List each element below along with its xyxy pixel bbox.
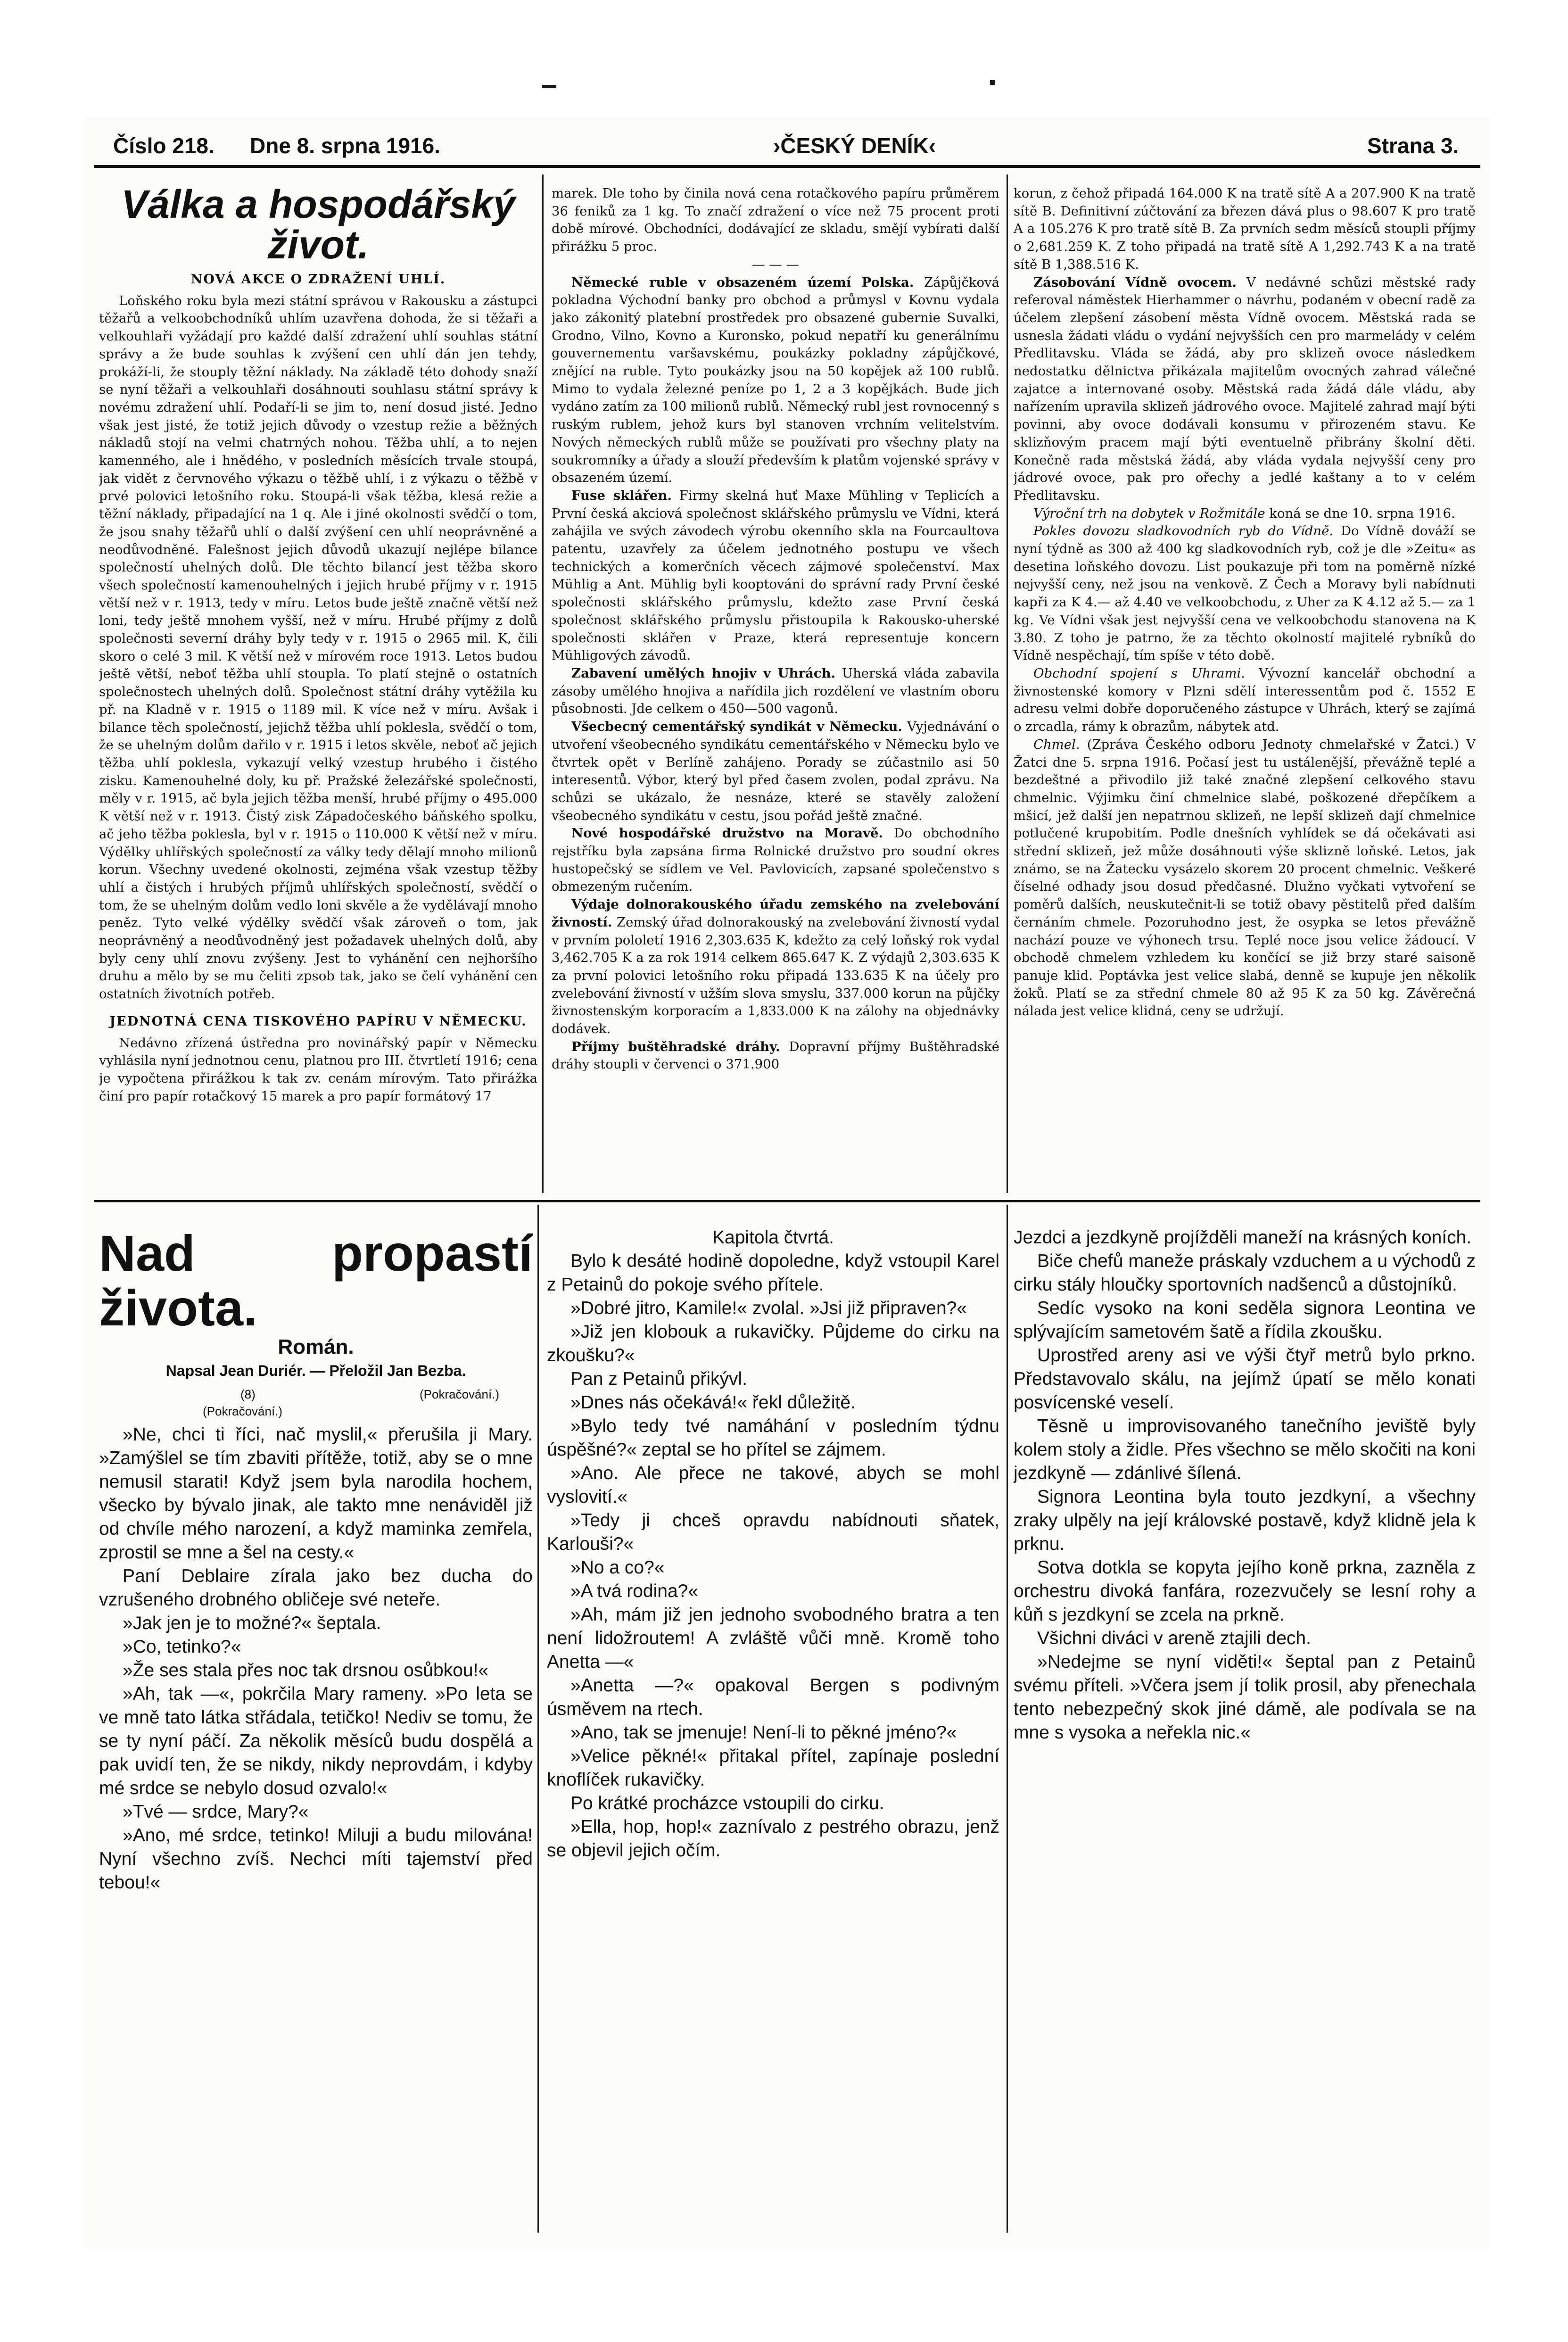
- novel-paragraph: »Ne, chci ti říci, nač myslil,« přerušila ji Mary. »Zamýšlel se tím zbaviti přítěže, totiž, aby se o mne nemusil starati! Když jsem byla narodila hochem, všecko by bývalo jinak, ale takto mne nenáviděl již od chvíle mého narození, a když maminka zemřela, zprostil se mne a šel na cesty.«: [99, 1424, 533, 1563]
- novel-paragraph: »No a co?«: [570, 1557, 665, 1578]
- news-heading: Všecbecný cementářský syndikát v Německu.: [571, 719, 902, 735]
- news-text: Uherská vláda zabavila zásoby umělého hnojiva a nařídila jich rozdělení ve vlastním oboru působnosti. Jde celkem o 450—500 vagonů.: [552, 665, 999, 717]
- novel-paragraph: »A tvá rodina?«: [570, 1581, 699, 1601]
- article-column-3: [1014, 185, 1476, 1288]
- section-heading: NOVÁ AKCE O ZDRAŽENÍ UHLÍ.: [190, 272, 446, 287]
- news-text: Dopravní příjmy Buštěhradské dráhy stoupli v červenci o 371.900: [552, 1039, 999, 1072]
- news-text: Vyjednávání o utvoření všeobecného syndikátu cementářského v Německu bylo ve čtvrtek opět v Berlíně zahájeno. Porady se zúčastnilo asi 50 interesentů. Výbor, který byl před časem zvolen, podal zprávu. Na schůzi se ukázalo, že nesnáze, které se stavěly založení všeobecného syndikátu v cestu, jsou pořád ještě značné.: [552, 719, 999, 823]
- news-heading: Výdaje dolnorakouského úřadu zemského na zvelebování živností.: [552, 897, 999, 930]
- news-heading: Obchodní spojení s Uhrami.: [1033, 665, 1246, 681]
- novel-column-2: [547, 1226, 999, 2230]
- novel-paragraph: Jezdci a jezdkyně projížděli maneží na krásných koních.: [1014, 1227, 1472, 1248]
- novel-paragraph: »Již jen klobouk a rukavičky. Půjdeme do cirku na zkoušku?«: [547, 1322, 999, 1365]
- novel-paragraph: Po krátké procházce vstoupili do cirku.: [570, 1793, 884, 1813]
- novel-paragraph: »Ano, mé srdce, tetinko! Miluji a budu milována! Nyní všechno zvíš. Nechci míti tajemství před tebou!«: [99, 1825, 533, 1893]
- news-heading: Pokles dovozu sladkovodních ryb do Vídně.: [1033, 523, 1334, 539]
- news-text: V nedávné schůzi městské rady referoval náměstek Hierhammer o návrhu, podaném v obecní radě za účelem zlepšení zásobení města Vídně ovocem. Městská rada se usnesla žádati vládu o vydání nejvyšších cen pro marmelády v celém Předlitavsku. Vláda se žádá, aby pro sklizeň ovoce následkem nedostatku dělnictva přikázala majitelům ovocných zahrad válečné zajatce a internované osoby. Městská rada žádá dále vládu, aby nařízením upravila sklizeň jádrového ovoce. Majitelé zahrad mají býti povinni, aby ovoce dodávali konsumu v přirozeném stavu. Ke sklizňovým pracem mají býti eventuelně přibrány školní děti. Konečně rada městská žádá, aby vláda vydala nejvyšší ceny pro jádrové ovoce, pak pro ořechy a jedlé kaštany a to v celém Předlitavsku.: [1014, 274, 1476, 503]
- news-heading: Německé ruble v obsazeném území Polska.: [571, 274, 914, 290]
- news-text: Do obchodního rejstříku byla zapsána firma Rolnické družstvo pro soudní okres hustopečský se sídlem ve Vel. Pavlovicích, zapsané společenstvo s obmezeným ručením.: [552, 826, 999, 894]
- novel-paragraph: »Ella, hop, hop!« zaznívalo z pestrého obrazu, jenž se objevil jejich očím.: [547, 1817, 999, 1861]
- news-heading: Chmel.: [1033, 737, 1080, 752]
- novel-paragraph: »Co, tetinko?«: [123, 1637, 241, 1657]
- novel-title: Nad propastí života.: [99, 1226, 533, 1336]
- news-text: Zápůjčková pokladna Východní banky pro obchod a průmysl v Kovnu vydala jako zákonitý platební prostředek pro obsazené gubernie Suvalki, Grodno, Vilno, Kovno a Kuronsko, pokud nepatří ku generálnímu gouvernementu varšavskému, poukázky pokladny zápůjčkové, znějící na ruble. Tyto poukázky jsou na 50 kopějek až 100 rublů. Mimo to vydala železné peníze po 1, 2 a 3 kopějkách. Bude jich vydáno zatím za 100 milionů rublů. Německý rubl jest rovnocenný s ruským rublem, jehož kurs byl stanoven vrchním velitelstvím. Nových německých rublů může se používati pro všechny platy na soukromníky a úřady a slouží především k platům vojenské správy v obsazeném území.: [552, 274, 999, 486]
- novel-paragraph: »Ano, tak se jmenuje! Není-li to pěkné jméno?«: [570, 1722, 957, 1743]
- novel-paragraph: »Dnes nás očekává!« řekl důležitě.: [570, 1392, 856, 1413]
- continued-note: (Pokračování.): [203, 1404, 283, 1418]
- novel-paragraph: Uprostřed areny asi ve výši čtyř metrů bylo prkno. Představovalo skálu, na jejímž úpatí se mělo konati posvícenské veselí.: [1014, 1345, 1476, 1413]
- separator: — — —: [752, 257, 799, 272]
- novel-paragraph: Sotva dotkla se kopyta jejího koně prkna, zazněla z orchestru divoká fanfára, rozezvučely se lesní rohy a kůň s jezdkyní se zcela na prkně.: [1014, 1557, 1476, 1625]
- news-heading: Zabavení umělých hnojiv v Uhrách.: [571, 665, 836, 681]
- news-heading: Výroční trh na dobytek v Rožmitále: [1033, 505, 1265, 521]
- novel-paragraph: »Ah, tak —«, pokrčila Mary rameny. »Po leta se ve mně tato látka střádala, tetičko! Nediv se tomu, že se ty nyní páčí. Za několik měsíců budu dospělá a pak uvidí ten, že se nikdy, nikdy neprovdám, i kdyby mé srdce se nebylo dosud ozvalo!«: [99, 1684, 533, 1798]
- novel-paragraph: »Tedy ji chceš opravdu nabídnouti sňatek, Karlouši?«: [547, 1510, 999, 1554]
- novel-paragraph: Těsně u improvisovaného tanečního jeviště byly kolem stoly a židle. Přes všechno se mělo skočiti na koni jezdkyně — zdánlivé šílená.: [1014, 1416, 1476, 1483]
- column-rule: [537, 1205, 539, 2233]
- issue-number: Číslo 218.: [113, 133, 215, 158]
- news-text: Do Vídně dováží se nyní týdně as 300 až 400 kg sladkovodních ryb, což je dle »Zeitu« as desetina loňského dovozu. List poukazuje při tom na poměrně nízké nejvyšší ceny, než jsou na venkově. Z Čech a Moravy byli nabídnuti kapři za K 4.— až 4.40 ve velkoobchodu, z Uher za K 4.12 až 5.— za 1 kg. Ve Vídni však jest nejvyšší cena ve velkoobchodu stanovena na K 3.80. Z toho je patrno, že za těchto okolností majitelé rybníků do Vídně nespěchají, tím spíše v této době.: [1014, 523, 1476, 663]
- news-heading: Zásobování Vídně ovocem.: [1033, 274, 1237, 290]
- chapter-heading: Kapitola čtvrtá.: [712, 1227, 834, 1248]
- article-column-1: [99, 184, 537, 1287]
- novel-paragraph: »Bylo tedy tvé namáhání v posledním týdnu úspěšné?« zeptal se ho přítel se zájmem.: [547, 1416, 999, 1460]
- news-text: Vývozní kancelář obchodní a živnostenské komory v Plzni sdělí interessentům pod č. 1552 E adresu velmi dobře doporučeného zástupce v Uhrách, který se zajímá o zrcadla, rámy k obrazům, nábytek atd.: [1014, 665, 1476, 735]
- news-text: Firmy skelná huť Maxe Mühling v Teplicích a První česká akciová společnost sklářského průmyslu ve Vídni, která zahájila ve svých závodech výrobu okenního skla na Fourcaultova patentu, uzavřely za účelem jednotného postupu ve všech technických a komerčních věcech zájmové společenství. Max Mühlig a Ant. Mühlig byli kooptováni do správní rady První české společnosti sklářského průmyslu, kdežto zase První česká společnost sklářského průmyslu přistoupila k Rakousko-uherské společnosti sklářen v Praze, která representuje koncern Mühligových závodů.: [552, 488, 999, 663]
- article-paragraph: marek. Dle toho by činila nová cena rotačkového papíru průměrem 36 feniků za 1 kg. To značí zdražení o více než 75 procent proti době mírové. Obchodníci, dodávající ze skladu, smějí vybírati další přirážku 5 proc.: [552, 186, 999, 255]
- news-heading: Příjmy buštěhradské dráhy.: [571, 1039, 780, 1054]
- novel-paragraph: »Velice pěkné!« přitakal přítel, zapínaje poslední knoflíček rukavičky.: [547, 1746, 999, 1790]
- novel-genre: Román.: [278, 1335, 354, 1358]
- column-rule: [1007, 1205, 1008, 2233]
- section-heading: JEDNOTNÁ CENA TISKOVÉHO PAPÍRU V NĚMECKU.: [109, 1014, 527, 1029]
- page-number: Strana 3.: [1367, 133, 1459, 158]
- article-paragraph: Loňského roku byla mezi státní správou v Rakousku a zástupci těžařů a velkoobchodníků uhlím uzavřena dohoda, že si těžaři a velkouhlaři vyžádají pro každé další zdražení uhlí souhlas státní správy a že bude souhlas k zvýšení cen uhlí dán jen tehdy, prokáží-li, že stouply těžní náklady. Na základě této dohody snaží se nyní těžaři a velkouhlaři dosáhnouti souhlasu státní správy k novému zdražení uhlí. Podaří-li se jim to, není dosud jisté. Jedno však jest jisté, že totiž jejich důvody o vzestup režie a běžných nákladů stojí na velmi chatrných nohou. Těžba uhlí, a to nejen kamenného, ale i hnědého, v posledních měsících trvale stoupá, jak vidět z červnového výkazu o těžbě uhlí, i z výkazu o těžbě v prvé polovici letošního roku. Stoupá-li však těžba, klesá režie a těžní náklady, připadající na 1 q. Ale i jiné okolnosti svědčí o tom, že jsou snahy těžařů uhlí o další zvýšení cen uhlí neoprávněné a neodůvodněné. Falešnost jejich důvodů ukazují nejlépe bilance společností uhelných dolů. Dle těchto bilancí jest těžba skoro všech společností kamenouhelných i jejich hrubé příjmy v r. 1915 větší než v r. 1913, tedy v míru. Letos bude ještě značně větší než loni, tedy ještě mnohem vyšší, než v míru. Hrubé příjmy z dolů společnosti severní dráhy byly tedy v r. 1915 o 2965 mil. K, čili skoro o celé 3 mil. K větší než v mírovém roce 1913. Letos budou ještě větší, neboť těžba uhlí stoupla. To platí stejně o ostatních společnostech uhelných dolů. Společnost státní dráhy vytěžila ku př. na Kladně v r. 1915 o 1189 mil. K více než v míru. Avšak i bilance těch společností, jejichž těžba uhlí poklesla, svědčí o tom, že se uhelným dolům dařilo v r. 1915 i letos skvěle, neboť ač jejich těžba uhlí poklesla, vykazují velký vzestup hrubého i čistého zisku. Kamenouhelné doly, ku př. Pražské železářské společnosti, měly v r. 1915, ač byla jejich těžba menší, hrubé příjmy o 495.000 K větší než v r. 1913. Čistý zisk Západočeského báňského spolku, ač jeho těžba poklesla, byl v r. 1915 o 110.000 K větší než v míru. Výdělky uhlířských společností za války tedy dělají mnoho milionů korun. Všechny uvedené okolnosti, zejména však vzestup těžby uhlí a čistých i hrubých příjmů uhlířských společností, svědčí o tom, že se uhelným dolům vedlo loni skvěle a že vydělávají mnoho peněz. Tyto velké výdělky svědčí však zároveň o tom, jak neoprávněný a neodůvodněný jest požadavek uhelných dolů, aby byly ceny uhlí znovu zvýšeny. Jest to vyhánění cen nejhoršího druhu a mělo by se mu čeliti zpsob tak, jako se čelí vyhánění cen ostatních životních potřeb.: [99, 293, 537, 1002]
- novel-paragraph: »Ah, mám již jen jednoho svobodného bratra a ten není lidožroutem! A zvláště vůči mně. Kromě toho Anetta —«: [547, 1605, 999, 1672]
- news-heading: Fuse sklářen.: [571, 488, 672, 503]
- article-column-2: [552, 185, 999, 1288]
- newspaper-name: ›ČESKÝ DENÍK‹: [773, 133, 936, 158]
- news-text: koná se dne 10. srpna 1916.: [1269, 505, 1455, 521]
- news-text: Zemský úřad dolnorakouský na zvelebování živností vydal v prvním pololetí 1916 2,303.635 K, kdežto za celý loňský rok vydal 3,462.705 K a za rok 1914 celkem 865.647 K. Z výdajů 2,303.635 K za první polovici letošního roku připadá 133.635 K na účely pro zvelebování živností v užším slova smyslu, 337.000 korun na půjčky živnostenským korporacím a 1,833.000 K na zálohy na objednávky dodávek.: [552, 914, 999, 1037]
- column-rule: [1007, 174, 1008, 1193]
- novel-authors: Napsal Jean Duriér. — Přeložil Jan Bezba.: [165, 1362, 466, 1379]
- novel-paragraph: Všichni diváci v areně ztajili dech.: [1037, 1628, 1311, 1648]
- news-heading: Nové hospodářské družstvo na Moravě.: [571, 826, 883, 841]
- novel-paragraph: »Dobré jitro, Kamile!« zvolal. »Jsi již připraven?«: [570, 1298, 967, 1318]
- continued-note: (Pokračování.): [420, 1387, 500, 1401]
- novel-paragraph: Paní Deblaire zírala jako bez ducha do vzrušeného drobného obličeje své neteře.: [99, 1566, 533, 1610]
- novel-paragraph: »Ano. Ale přece ne takové, abych se mohl vyslovití.«: [547, 1463, 999, 1507]
- print-mark: [542, 85, 556, 88]
- article-paragraph: korun, z čehož připadá 164.000 K na tratě sítě A a 207.900 K na tratě sítě B. Definitivní zúčtování za březen dává plus o 98.607 K pro tratě A a 105.276 K pro tratě sítě B. Za prvních sedm měsíců stoupli příjmy o 2,681.259 K. Z toho připadá na tratě sítě A 1,292.743 K a na tratě sítě B 1,388.516 K.: [1014, 186, 1476, 272]
- part-number: (8): [240, 1387, 256, 1401]
- article-paragraph: Nedávno zřízená ústředna pro novinářský papír v Německu vyhlásila nyní jednotnou cenu, platnou pro III. čtvrtletí 1916; cena je vypočtena přirážkou k tak zv. cenám mírovým. Tato přirážka činí pro papír rotačkový 15 marek a pro papír formátový 17: [99, 1035, 537, 1104]
- novel-paragraph: »Jak jen je to možné?« šeptala.: [123, 1613, 381, 1633]
- novel-paragraph: »Že ses stala přes noc tak drsnou osůbkou!«: [123, 1660, 489, 1680]
- novel-paragraph: Sedíc vysoko na koni seděla signora Leontina ve splývajícím sametovém šatě a řídila zkoušku.: [1014, 1298, 1476, 1342]
- novel-paragraph: Bylo k desáté hodině dopoledne, když vstoupil Karel z Petainů do pokoje svého přítele.: [547, 1251, 999, 1295]
- novel-paragraph: »Nedejme se nyní viděti!« šeptal pan z Petainů svému příteli. »Včera jsem jí tolik prosil, aby přenechala tento nebezpečný skok jiné dámě, ale podívala se na mne s vysoka a neřekla nic.«: [1014, 1652, 1476, 1743]
- novel-paragraph: Pan z Petainů přikývl.: [570, 1369, 748, 1389]
- novel-column-3: [1014, 1226, 1476, 2230]
- print-mark: [990, 80, 995, 85]
- page-header: [94, 127, 1480, 168]
- novel-paragraph: Signora Leontina byla touto jezdkyní, a všechny zraky ulpěly na její královské postavě, když klidně jela k prknu.: [1014, 1487, 1476, 1554]
- issue-date: Dne 8. srpna 1916.: [250, 133, 440, 158]
- news-text: (Zpráva Českého odboru Jednoty chmelařské v Žatci.) V Žatci dne 5. srpna 1916. Počasí jest tu ustálenější, převážně teplé a bezdeštné a přivodilo již také značné zlepšení celkového stavu chmelnic. Výjimku činí chmelnice slabé, poškozené dřepčíkem a mšicí, jež další jen nepatrnou sklizeň, ne lepší sklizeň dají chmelnice potlučené krupobitím. Podle dnešních vyhlídek se dá očekávati asi střední sklizeň, jež může dosáhnouti výše sklizně loňské. Letos, jak známo, se na Žatecku vysázelo skorem 20 procent chmelnic. Veškeré číselné odhady jsou dosud předčasné. Dlužno vyčkati vytvoření se poměrů dalších, neuskutečnit-li se totiž obavy pěstitelů před dalším černáním chmele. Pozoruhodno jest, že osypka se letos převážně nachází pouze ve výhonech trsu. Teplé noce jsou velice žádoucí. V obchodě chmelem vzhledem ku končící se již brzy staré saisoně panuje klid. Poptávka jest velice slabá, denně se kupuje jen několik žoků. Platí se za střední chmele 80 až 95 K za 50 kg. Závěrečná nálada jest velice klidná, ceny se udržují.: [1014, 737, 1476, 1019]
- column-rule: [542, 174, 544, 1193]
- novel-paragraph: Biče chefů maneže práskaly vzduchem a u východů z cirku stály hloučky sportovních nadšenců a důstojníků.: [1014, 1251, 1476, 1295]
- novel-column-1: [99, 1226, 533, 2230]
- novel-paragraph: »Tvé — srdce, Mary?«: [123, 1802, 309, 1822]
- article-title: Válka a hospodářský život.: [121, 184, 515, 267]
- novel-paragraph: »Anetta —?« opakoval Bergen s podivným úsměvem na rtech.: [547, 1675, 999, 1719]
